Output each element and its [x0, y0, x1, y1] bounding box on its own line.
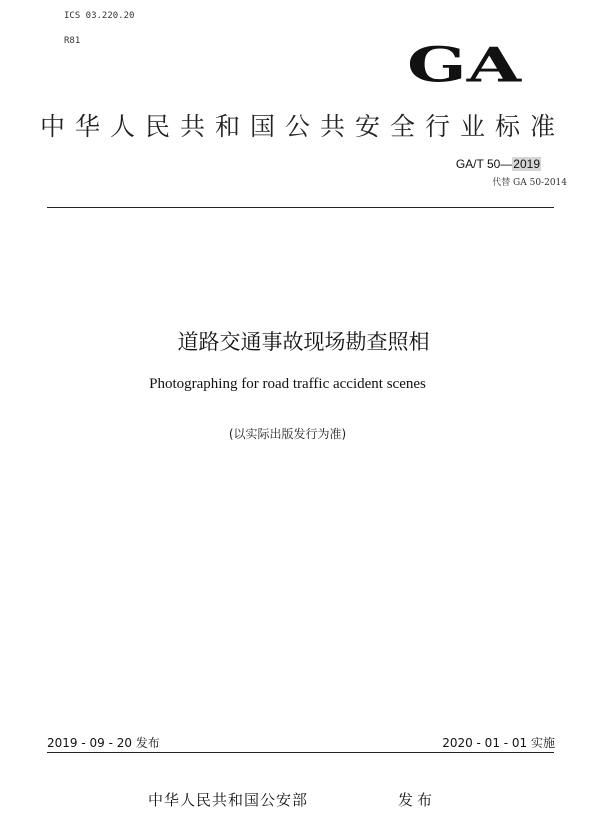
standard-number-year: 2019	[513, 157, 540, 171]
standard-category-title: 中华人民共和国公共安全行业标准	[40, 112, 566, 141]
chinese-title: 道路交通事故现场勘查照相	[177, 330, 430, 354]
issue-date: 2019 - 09 - 20 发布	[47, 736, 160, 750]
publication-note: (以实际出版发行为准)	[228, 427, 347, 441]
publisher-name: 中华人民共和国公安部	[148, 791, 309, 809]
standard-number	[456, 157, 541, 171]
implementation-date: 2020 - 01 - 01 实施	[442, 736, 555, 750]
ics-code: ICS 03.220.20	[64, 11, 135, 21]
publish-verb: 发布	[398, 791, 437, 809]
top-divider	[47, 207, 554, 208]
standard-number-prefix: GA/T 50—	[455, 157, 513, 171]
ga-logo	[398, 32, 530, 92]
bottom-divider	[47, 752, 554, 753]
ga-logo-text: GA	[406, 37, 522, 92]
ccs-code: R81	[64, 36, 81, 46]
replaces-standard: 代替 GA 50-2014	[492, 178, 567, 188]
english-title: Photographing for road traffic accident scenes	[149, 376, 426, 392]
